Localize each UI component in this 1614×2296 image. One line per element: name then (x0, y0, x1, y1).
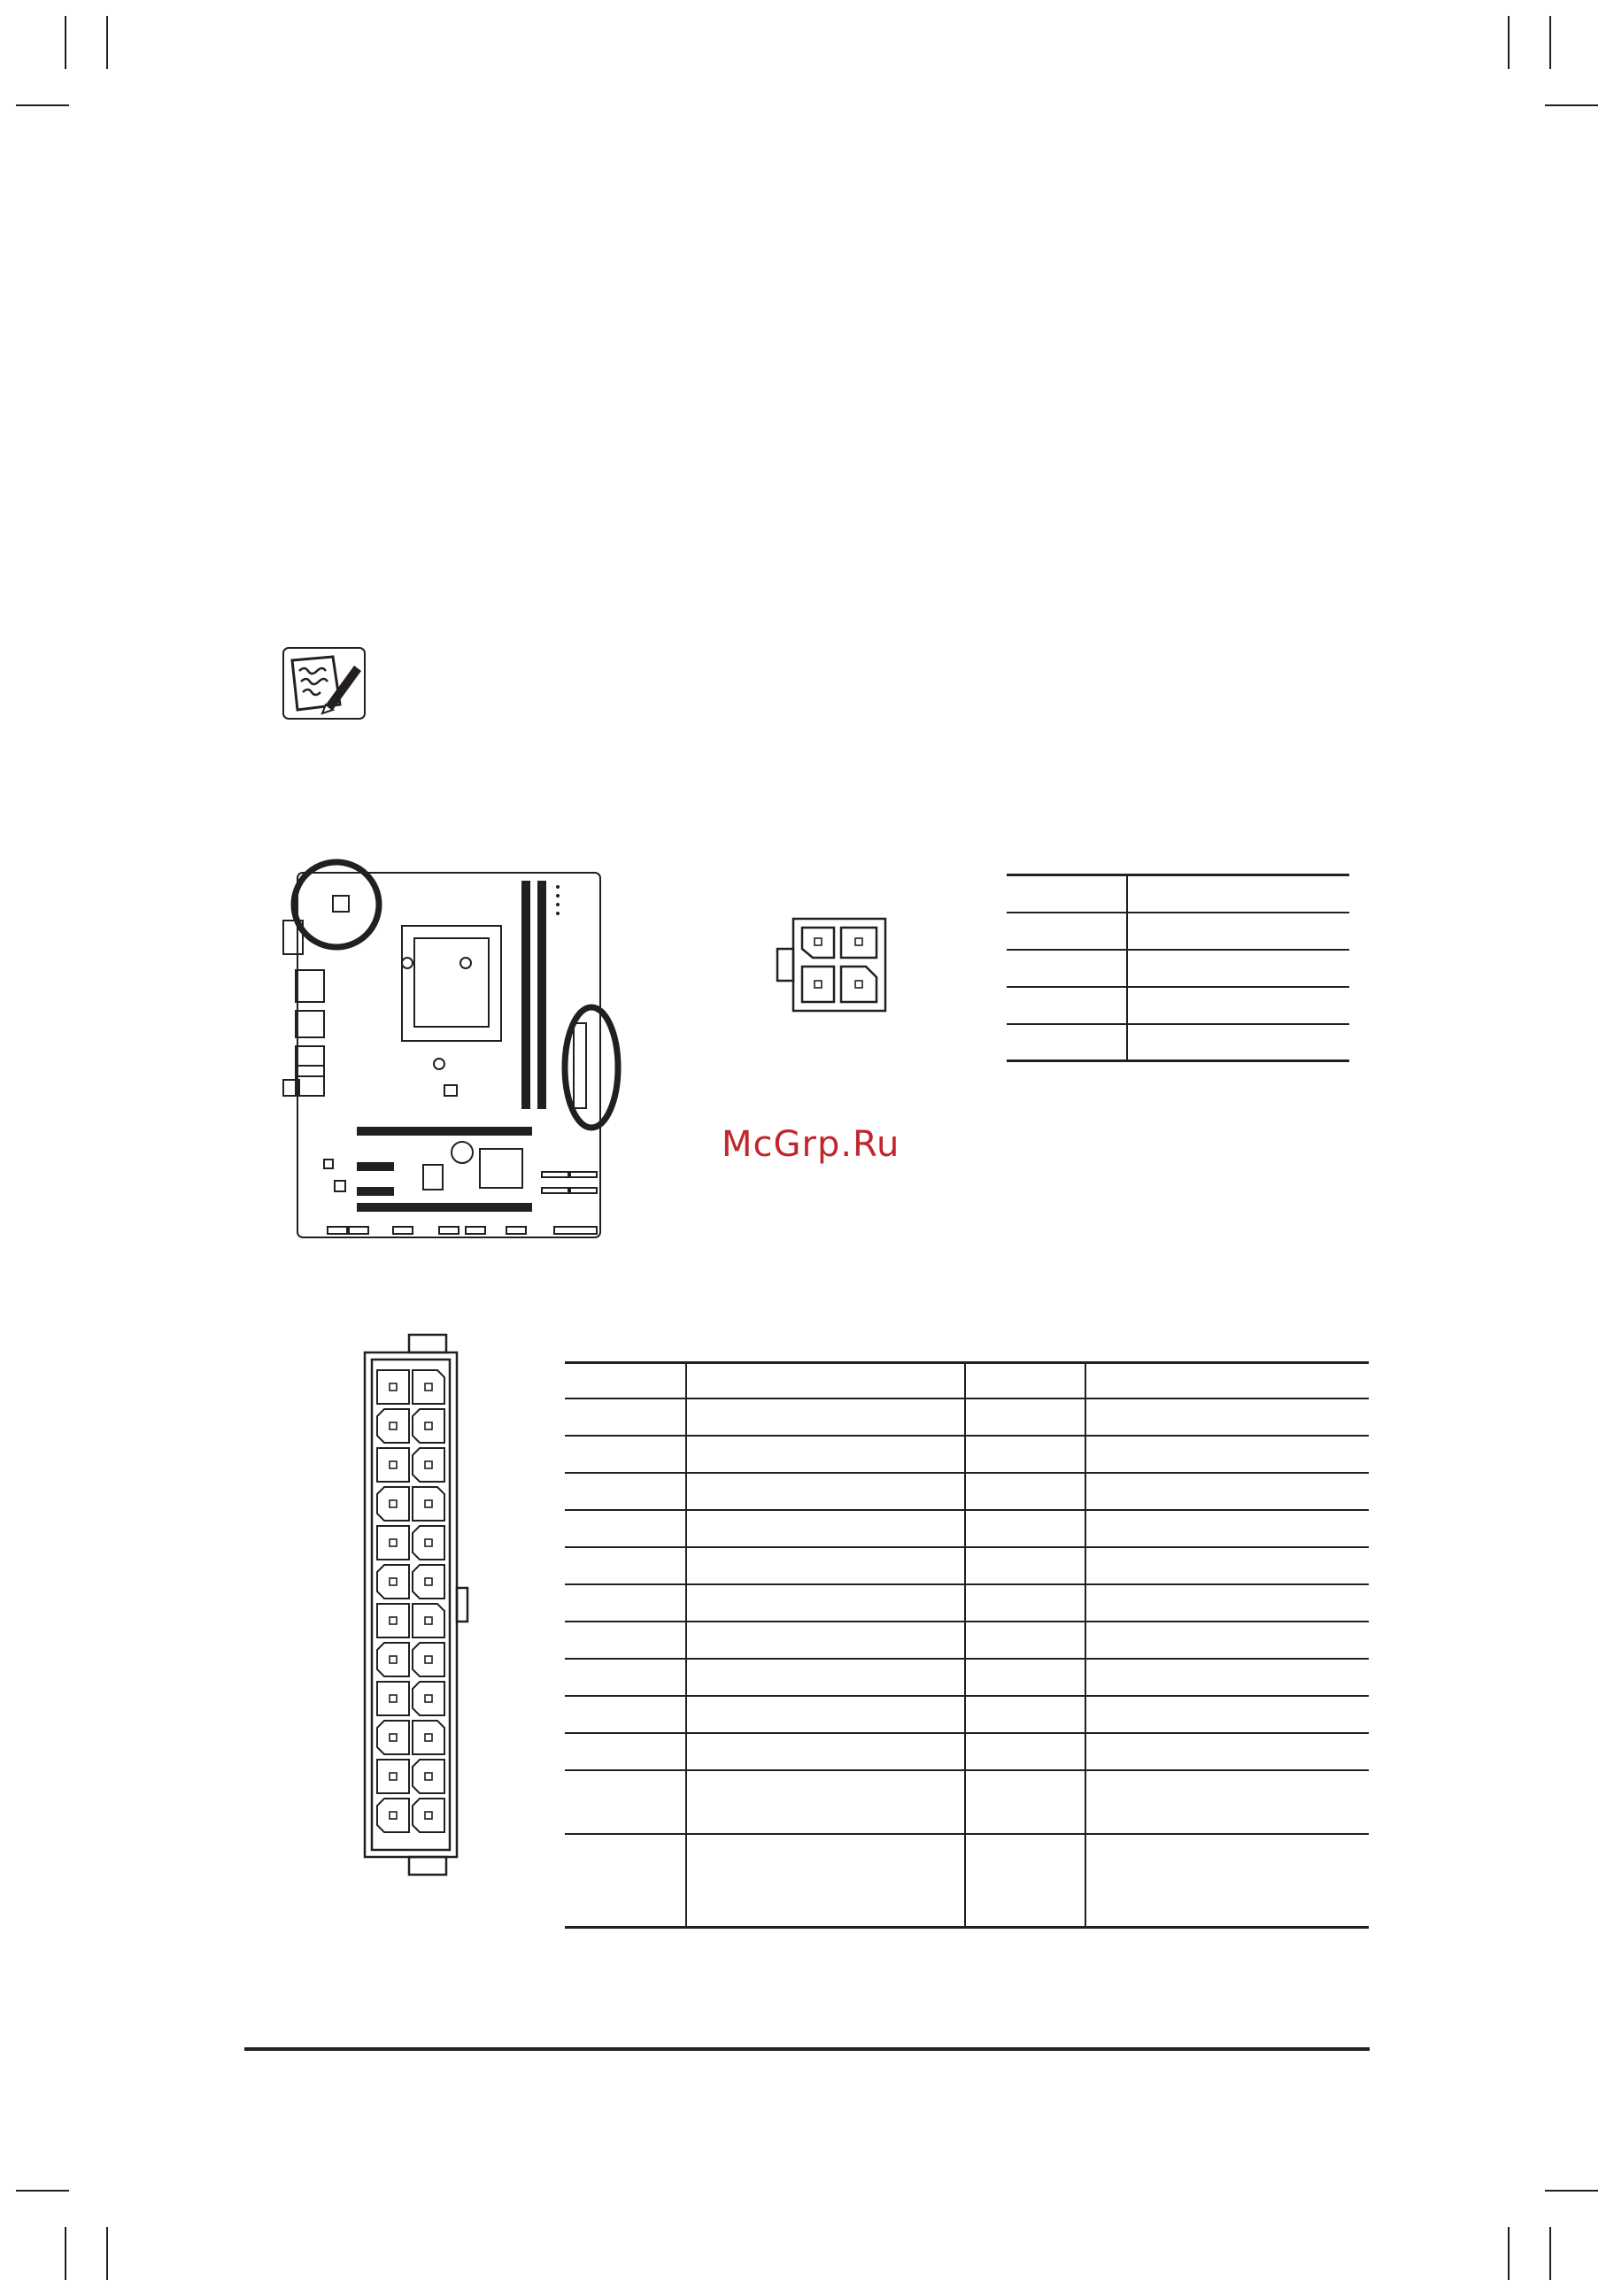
connector-pin-contact (425, 1617, 432, 1624)
table-cell (686, 1696, 965, 1733)
table-cell (565, 1659, 686, 1696)
table-row (565, 1659, 1369, 1696)
table-cell (965, 1436, 1085, 1473)
connector-pin (413, 1565, 444, 1599)
connector-pin (377, 1643, 409, 1676)
table-cell (565, 1622, 686, 1659)
connector-pin-contact (390, 1812, 397, 1819)
crop-mark (106, 2227, 108, 2280)
table-cell (965, 1398, 1085, 1436)
table-cell (965, 1733, 1085, 1770)
connector-pin (413, 1604, 444, 1637)
connector-pin-contact (390, 1422, 397, 1429)
table-cell (1085, 1398, 1369, 1436)
connector-pin (413, 1760, 444, 1793)
table-row (565, 1834, 1369, 1928)
connector-pin-contact (390, 1773, 397, 1780)
connector-pin-contact (425, 1812, 432, 1819)
table-cell (1085, 1510, 1369, 1547)
table-cell (1085, 1363, 1369, 1398)
crop-mark (1549, 2227, 1551, 2280)
table-row (565, 1584, 1369, 1622)
table-cell (1007, 913, 1127, 950)
table-cell (965, 1834, 1085, 1928)
connector-pin (413, 1682, 444, 1715)
connector-pin (377, 1526, 409, 1560)
crop-mark (1545, 2190, 1598, 2192)
footer-rule (244, 2047, 1370, 2051)
connector-pin (377, 1604, 409, 1637)
connector-pin-contact (390, 1695, 397, 1702)
table-cell (565, 1733, 686, 1770)
table-row (565, 1770, 1369, 1834)
table-cell (1007, 950, 1127, 987)
table-cell (686, 1733, 965, 1770)
crop-mark (65, 16, 66, 69)
crop-mark (16, 104, 69, 106)
connector-pin (377, 1409, 409, 1443)
table-cell (686, 1834, 965, 1928)
motherboard-diagram (276, 857, 630, 1246)
connector-pin (377, 1799, 409, 1832)
connector-pin-contact (425, 1422, 432, 1429)
connector-pin-contact (425, 1695, 432, 1702)
crop-mark (65, 2227, 66, 2280)
table-cell (686, 1659, 965, 1696)
table-cell (965, 1473, 1085, 1510)
connector-pin-contact (425, 1656, 432, 1663)
connector-pin-contact (425, 1539, 432, 1546)
connector-pin-contact (390, 1734, 397, 1741)
connector-pin-contact (425, 1734, 432, 1741)
table-cell (686, 1436, 965, 1473)
table-cell (1085, 1584, 1369, 1622)
connector-pin-contact (390, 1539, 397, 1546)
table-cell (565, 1510, 686, 1547)
table-cell (1085, 1834, 1369, 1928)
crop-mark (16, 2190, 69, 2192)
connector-pin-contact (390, 1617, 397, 1624)
table-cell (1085, 1547, 1369, 1584)
connector-pin-contact (390, 1383, 397, 1391)
connector-pin (377, 1760, 409, 1793)
table-cell (1085, 1696, 1369, 1733)
table-cell (565, 1436, 686, 1473)
table-cell (1085, 1770, 1369, 1834)
table-cell (686, 1622, 965, 1659)
note-pencil-icon (282, 646, 367, 720)
crop-mark (106, 16, 108, 69)
table-cell (965, 1622, 1085, 1659)
connector-pin (413, 1448, 444, 1482)
table-cell (565, 1696, 686, 1733)
table-row (565, 1510, 1369, 1547)
table-cell (686, 1584, 965, 1622)
connector-pin (377, 1682, 409, 1715)
table-row (565, 1547, 1369, 1584)
table-row (565, 1398, 1369, 1436)
table-row (565, 1696, 1369, 1733)
table-row (565, 1473, 1369, 1510)
pin-table-24pin (565, 1361, 1369, 1929)
table-cell (965, 1363, 1085, 1398)
table-cell (965, 1584, 1085, 1622)
table-cell (686, 1398, 965, 1436)
connector-pin (413, 1643, 444, 1676)
connector-pin-contact (425, 1773, 432, 1780)
table-cell (565, 1363, 686, 1398)
connector-pin (413, 1487, 444, 1521)
connector-pin-contact (425, 1383, 432, 1391)
table-cell (965, 1547, 1085, 1584)
pin-table-4pin (1007, 874, 1349, 1062)
crop-mark (1508, 16, 1510, 69)
table-cell (565, 1398, 686, 1436)
table-row (565, 1622, 1369, 1659)
connector-pin-contact (390, 1500, 397, 1507)
connector-pin (413, 1370, 444, 1404)
table-cell (565, 1547, 686, 1584)
table-cell (686, 1547, 965, 1584)
table-cell (565, 1473, 686, 1510)
highlight-circle (294, 862, 379, 947)
connector-pin (377, 1370, 409, 1404)
table-cell (686, 1510, 965, 1547)
table-cell (965, 1659, 1085, 1696)
table-cell (686, 1473, 965, 1510)
connector-pin (377, 1448, 409, 1482)
table-cell (1085, 1659, 1369, 1696)
connector-pin (413, 1409, 444, 1443)
connector-pin-contact (425, 1578, 432, 1585)
connector-pin (413, 1526, 444, 1560)
table-cell (1007, 1024, 1127, 1061)
table-cell (1127, 913, 1349, 950)
table-cell (965, 1696, 1085, 1733)
table-cell (1007, 987, 1127, 1024)
connector-pin-contact (390, 1578, 397, 1585)
table-cell (1127, 875, 1349, 913)
connector-pin-contact (425, 1500, 432, 1507)
table-cell (1085, 1473, 1369, 1510)
connector-pin (377, 1487, 409, 1521)
connector-pin (413, 1721, 444, 1754)
connector-pin-contact (390, 1656, 397, 1663)
crop-mark (1508, 2227, 1510, 2280)
connector-24pin-diagram (359, 1331, 469, 1880)
table-cell (686, 1770, 965, 1834)
table-cell (565, 1770, 686, 1834)
connector-pin-contact (425, 1461, 432, 1468)
connector-pin (377, 1721, 409, 1754)
table-row (565, 1436, 1369, 1473)
table-cell (1085, 1622, 1369, 1659)
table-cell (965, 1510, 1085, 1547)
table-cell (1085, 1436, 1369, 1473)
crop-mark (1545, 104, 1598, 106)
table-cell (1127, 1024, 1349, 1061)
table-cell (965, 1770, 1085, 1834)
table-cell (1127, 987, 1349, 1024)
connector-4pin-diagram (767, 912, 892, 1016)
table-row (565, 1363, 1369, 1398)
table-cell (565, 1834, 686, 1928)
table-row (565, 1733, 1369, 1770)
connector-pin (377, 1565, 409, 1599)
table-cell (1127, 950, 1349, 987)
table-cell (565, 1584, 686, 1622)
crop-mark (1549, 16, 1551, 69)
watermark-text: McGrp.Ru (722, 1124, 900, 1165)
connector-pin-contact (390, 1461, 397, 1468)
table-cell (1085, 1733, 1369, 1770)
connector-pin (413, 1799, 444, 1832)
table-cell (686, 1363, 965, 1398)
table-cell (1007, 875, 1127, 913)
